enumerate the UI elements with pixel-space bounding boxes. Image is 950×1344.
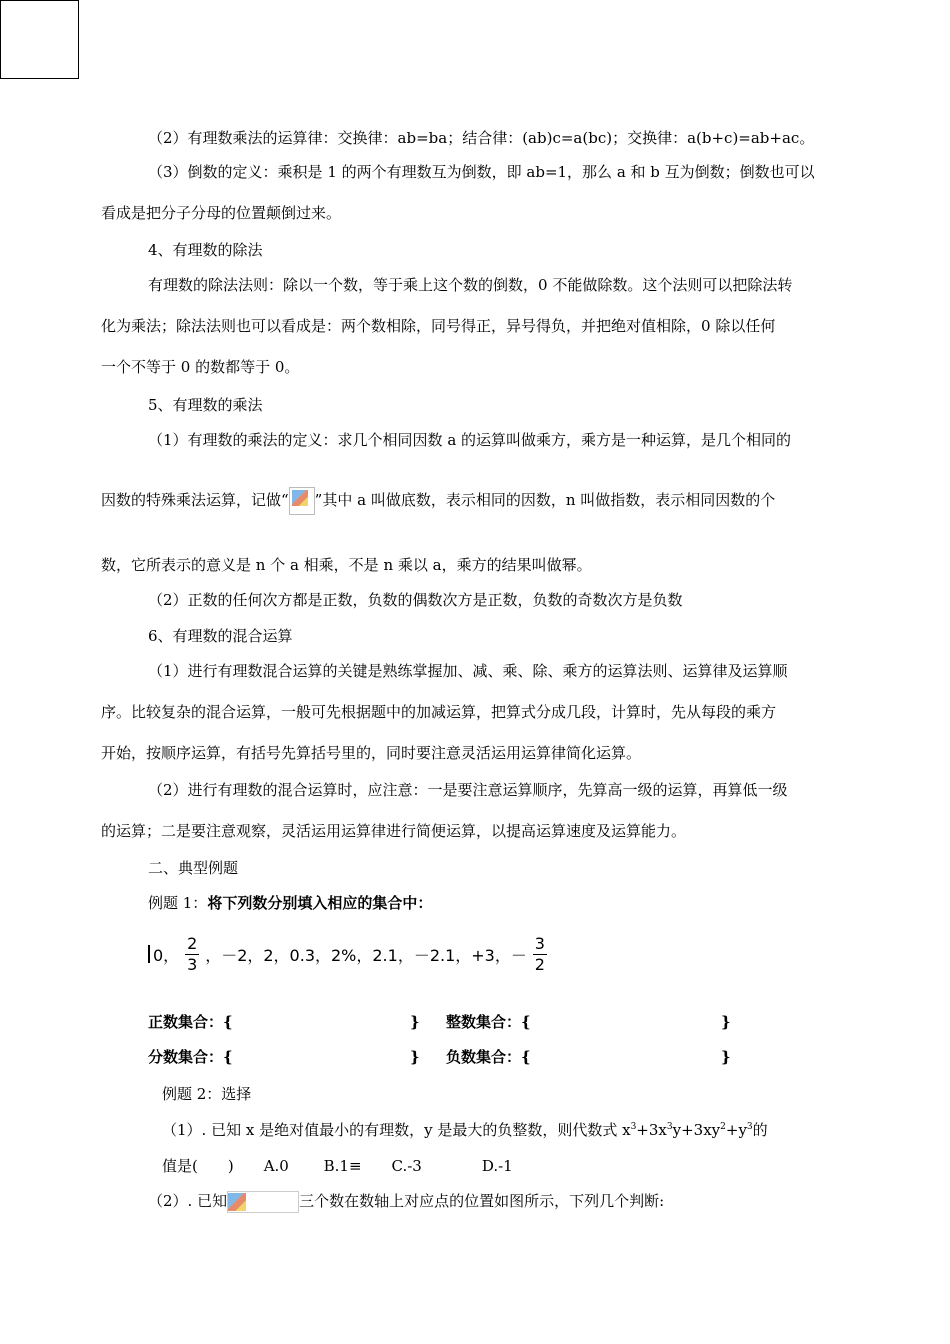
power-line2-post: ”其中 a 叫做底数，表示相同的因数，n 叫做指数，表示相同因数的个 <box>314 491 776 509</box>
term: y+3xy <box>672 1121 721 1139</box>
question1-end: 的 <box>752 1121 768 1139</box>
positive-set-close: } <box>410 1013 420 1031</box>
exponent: 3 <box>630 1122 637 1132</box>
heading-typical-examples: 二、典型例题 <box>148 859 239 877</box>
fraction-set-label: 分数集合：{ <box>148 1048 233 1066</box>
integer-set-label: 整数集合：{ <box>446 1013 531 1031</box>
paragraph-mixed-note-line1: （2）进行有理数的混合运算时，应注意：一是要注意运算顺序，先算高一级的运算，再算低一级 <box>148 781 788 799</box>
paragraph-multiplication-laws: （2）有理数乘法的运算律：交换律：ab=ba；结合律：(ab)c=a(bc)；交换律：a(b+c)=ab+ac。 <box>148 129 815 147</box>
paragraph-reciprocal-line2: 看成是把分子分母的位置颠倒过来。 <box>101 204 342 222</box>
corner-box <box>0 0 79 79</box>
question2-line1 <box>148 1190 664 1213</box>
text-cursor <box>148 945 150 963</box>
fraction-three-halves <box>533 934 547 975</box>
example1-prompt <box>148 893 432 913</box>
paragraph-division-line2: 化为乘法；除法法则也可以看成是：两个数相除，同号得正，异号得负，并把绝对值相除，0 除以任何 <box>101 317 776 335</box>
fraction-set-close: } <box>410 1048 420 1066</box>
paragraph-mixed-line1: （1）进行有理数混合运算的关键是熟练掌握加、减、乘、除、乘方的运算法则、运算律及运算顺 <box>148 662 788 680</box>
integer-set-close: } <box>721 1013 731 1031</box>
abc-image-icon <box>227 1191 299 1213</box>
paragraph-reciprocal-line1: （3）倒数的定义：乘积是 1 的两个有理数互为倒数，即 ab=1，那么 a 和 b 互为倒数；倒数也可以 <box>148 163 815 181</box>
question2-post: 三个数在数轴上对应点的位置如图所示，下列几个判断: <box>299 1192 665 1210</box>
fraction-denominator: 3 <box>187 954 198 974</box>
exponent: 3 <box>746 1122 753 1132</box>
fraction-numerator: 3 <box>534 933 545 953</box>
paragraph-division-line3: 一个不等于 0 的数都等于 0。 <box>101 358 300 376</box>
paragraph-power-line2 <box>101 486 775 515</box>
paragraph-mixed-line2: 序。比较复杂的混合运算，一般可先根据题中的加减运算，把算式分成几段，计算时，先从每段的乘方 <box>101 703 777 721</box>
heading-division: 4、有理数的除法 <box>148 241 263 259</box>
number-list <box>148 930 551 978</box>
negative-set-label: 负数集合：{ <box>446 1048 531 1066</box>
exponent: 3 <box>666 1122 673 1132</box>
question1-text: （1）. 已知 x 是绝对值最小的有理数，y 是最大的负整数，则代数式 x <box>162 1121 631 1139</box>
paragraph-division-line1: 有理数的除法法则：除以一个数，等于乘上这个数的倒数，0 不能做除数。这个法则可以把除法转 <box>148 276 793 294</box>
question1-options: 值是( ) A.0 B.1≡ C.-3 D.-1 <box>162 1157 513 1175</box>
paragraph-power-line3: 数，它所表示的意义是 n 个 a 相乘，不是 n 乘以 a，乘方的结果叫做幂。 <box>101 556 592 574</box>
number-sequence: ，－2，2，0.3，2%，2.1，－2.1，+3，－ <box>205 945 527 965</box>
exponent: 2 <box>720 1122 726 1132</box>
fraction-two-thirds <box>185 934 199 975</box>
paragraph-mixed-note-line2: 的运算；二是要注意观察，灵活运用运算律进行简便运算，以提高运算速度及运算能力。 <box>101 822 687 840</box>
positive-set-label: 正数集合：{ <box>148 1013 233 1031</box>
negative-set-close: } <box>721 1048 731 1066</box>
question1-line1 <box>162 1120 768 1140</box>
number-zero: 0， <box>153 945 180 965</box>
formula-image-icon <box>289 487 315 515</box>
paragraph-mixed-line3: 开始，按顺序运算，有括号先算括号里的，同时要注意灵活运用运算律简化运算。 <box>101 744 642 762</box>
paragraph-power-line1: （1）有理数的乘法的定义：求几个相同因数 a 的运算叫做乘方，乘方是一种运算，是几个相同的 <box>148 431 792 449</box>
example1-text: 将下列数分别填入相应的集合中： <box>207 894 433 912</box>
power-line2-pre: 因数的特殊乘法运算，记做“ <box>101 491 289 509</box>
heading-mixed-operations: 6、有理数的混合运算 <box>148 627 293 645</box>
paragraph-power-sign: （2）正数的任何次方都是正数，负数的偶数次方是正数，负数的奇数次方是负数 <box>148 591 683 609</box>
question2-pre: （2）. 已知 <box>148 1192 228 1210</box>
example2-heading: 例题 2：选择 <box>162 1085 252 1103</box>
term: +3x <box>636 1121 667 1139</box>
term: +y <box>725 1121 747 1139</box>
fraction-denominator: 2 <box>534 954 545 974</box>
heading-power: 5、有理数的乘法 <box>148 396 263 414</box>
fraction-numerator: 2 <box>187 933 198 953</box>
example1-label: 例题 1： <box>148 894 208 912</box>
